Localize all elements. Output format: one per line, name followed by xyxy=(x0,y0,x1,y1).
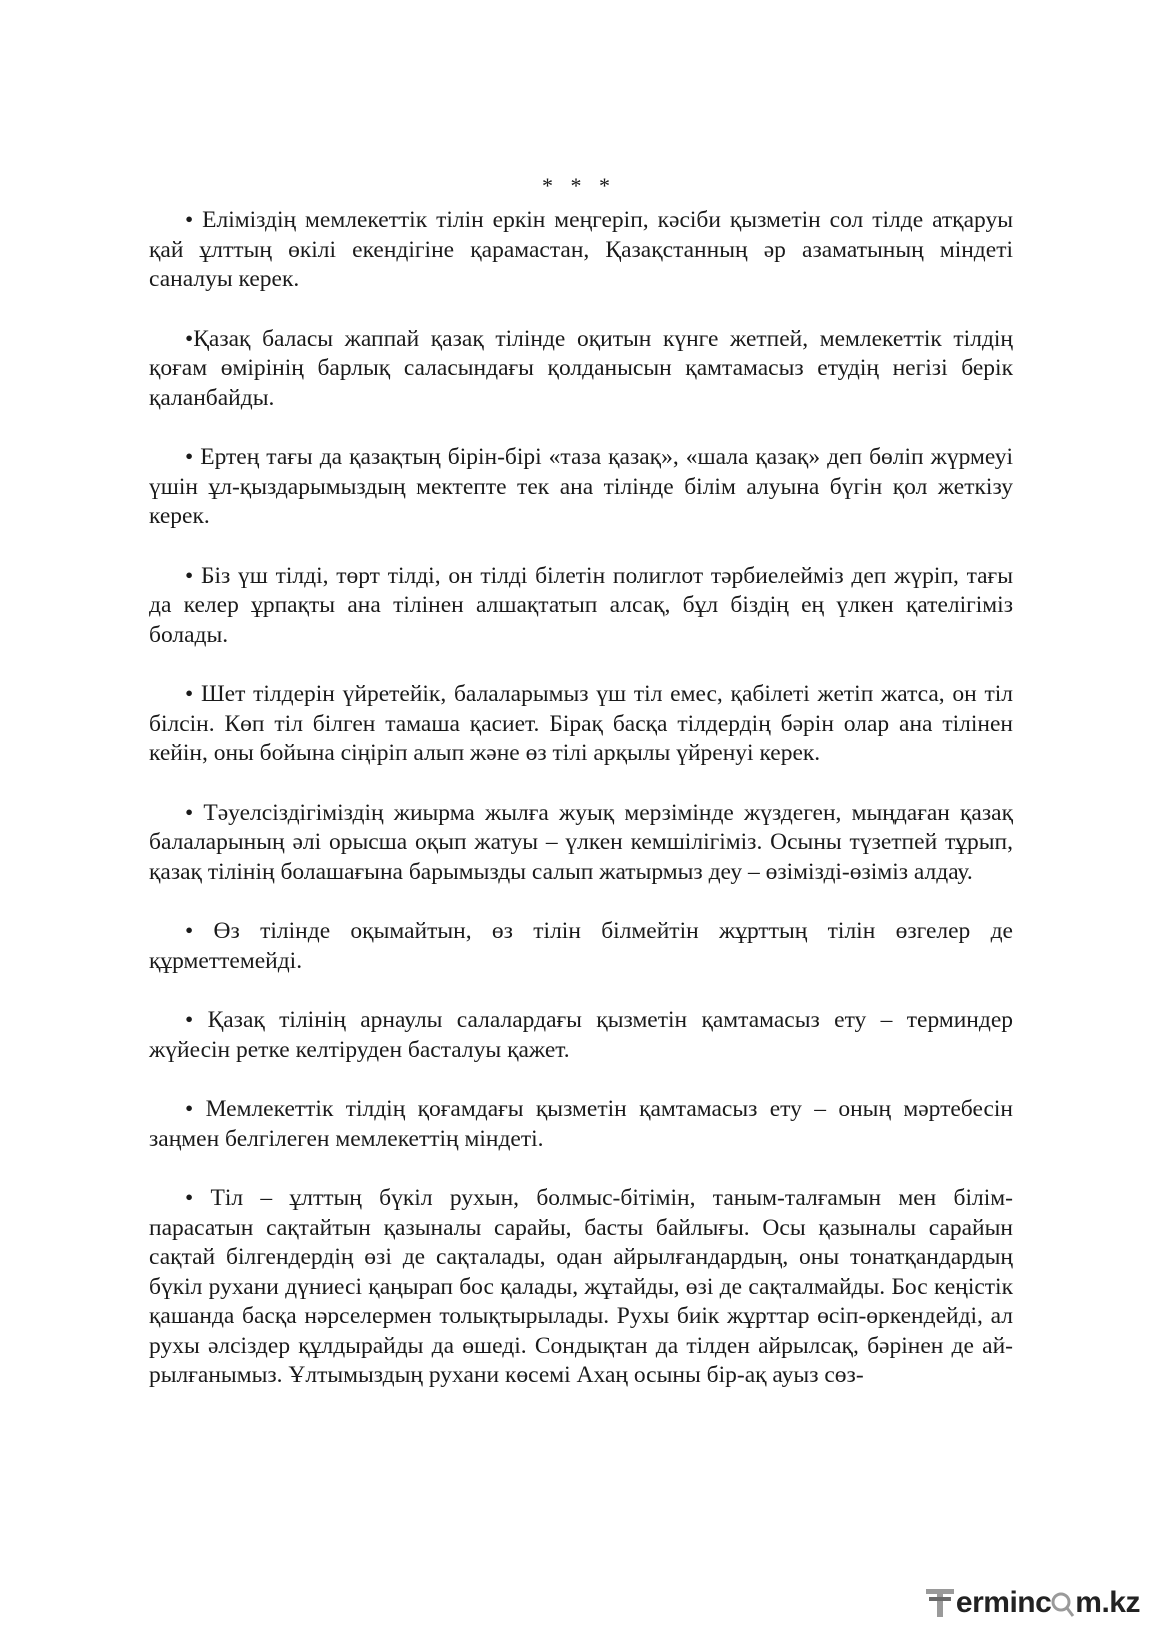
paragraph: • Тіл – ұлттың бүкіл рухын, болмыс-бітімін, таным-талғамын мен білім-парасатын сақтайтын қазыналы сарайы, басты байлығы. Осы қазыналы сарайын сақтай білгендердің өзі де сақталады, одан айрылғандардың, оны тонатқандардың бүкіл рухани дүниесі қаңырап бос қалады, жұтайды, өзі де сақталмайды. Бос кеңістік қашанда басқа нәрселермен толықтырылады. Рухы биік жұрттар өсіп-өркендейді, ал рухы әлсіздер құлдырайды да өшеді. Сондықтан да тілден айрылсақ, бәрінен де айрылғанымыз. Ұлтымыздың рухани көсемі Ахаң осыны бір-ақ ауыз сөз- xyxy=(149,1185,1013,1388)
paragraph: • Өз тілінде оқымайтын, өз тілін білмейтін жұрттың тілін өзгелер де құрметтемейді. xyxy=(149,918,1013,974)
watermark-text-part2: m.kz xyxy=(1075,1586,1140,1619)
section-separator: * * * xyxy=(542,173,616,198)
watermark-text-part1: erminc xyxy=(955,1586,1052,1619)
paragraph: • Шет тілдерін үйретейік, балаларымыз үш тіл емес, қабілеті жетіп жатса, он тіл білсін. Көп тіл білген тамаша қасиет. Бірақ басқа тілдердің бәрін олар ана тілінен кейін, оны бойына сіңіріп алып және өз тілі арқылы үйренуі керек. xyxy=(149,681,1013,766)
paragraph: • Қазақ тілінің арнаулы салалардағы қызметін қамтамасыз ету – терминдер жүйесін ретке келтіруден басталуы қажет. xyxy=(149,1007,1013,1063)
paragraph: • Мемлекеттік тілдің қоғамдағы қызметін қамтамасыз ету – оның мәртебесін заңмен белгілеген мемлекеттің міндеті. xyxy=(149,1096,1013,1152)
logo-t-icon xyxy=(926,1585,956,1621)
termincom-watermark-logo xyxy=(926,1581,1140,1625)
paragraph: • Біз үш тілді, төрт тілді, он тілді білетін полиглот тәрбиелейміз деп жүріп, тағы да келер ұрпақты ана тілінен алшақтатып алсақ, бұл біздің ең үлкен қателігіміз болады. xyxy=(149,562,1013,648)
text-column xyxy=(149,206,1013,1391)
paragraph: • Ертең тағы да қазақтың бірін-бірі «таза қазақ», «шала қазақ» деп бөліп жүрмеуі үшін ұл-қыздарымыздың мектепте тек ана тілінде білім алуына бүгін қол жеткізу керек. xyxy=(149,444,1013,529)
magnifier-icon xyxy=(1051,1588,1075,1618)
paragraph: • Еліміздің мемлекеттік тілін еркін меңгеріп, кәсіби қызметін сол тілде атқаруы қай ұлттың өкілі екендігіне қарамастан, Қазақстанның әр азаматының міндеті саналуы керек. xyxy=(149,207,1013,292)
paragraph: • Тәуелсіздігіміздің жиырма жылға жуық мерзімінде жүздеген, мыңдаған қазақ балаларының әлі орысша оқып жатуы – үлкен кемшілігіміз. Осыны түзетпей тұрып, қазақ тілінің болашағына барымызды салып жатырмыз деу – өзімізді-өзіміз алдау. xyxy=(149,799,1013,885)
paragraph: •Қазақ баласы жаппай қазақ тілінде оқитын күнге жетпей, мемлекеттік тілдің қоғам өмірінің барлық саласындағы қолданысын қамтамасыз етудің негізі берік қаланбайды. xyxy=(149,325,1013,411)
